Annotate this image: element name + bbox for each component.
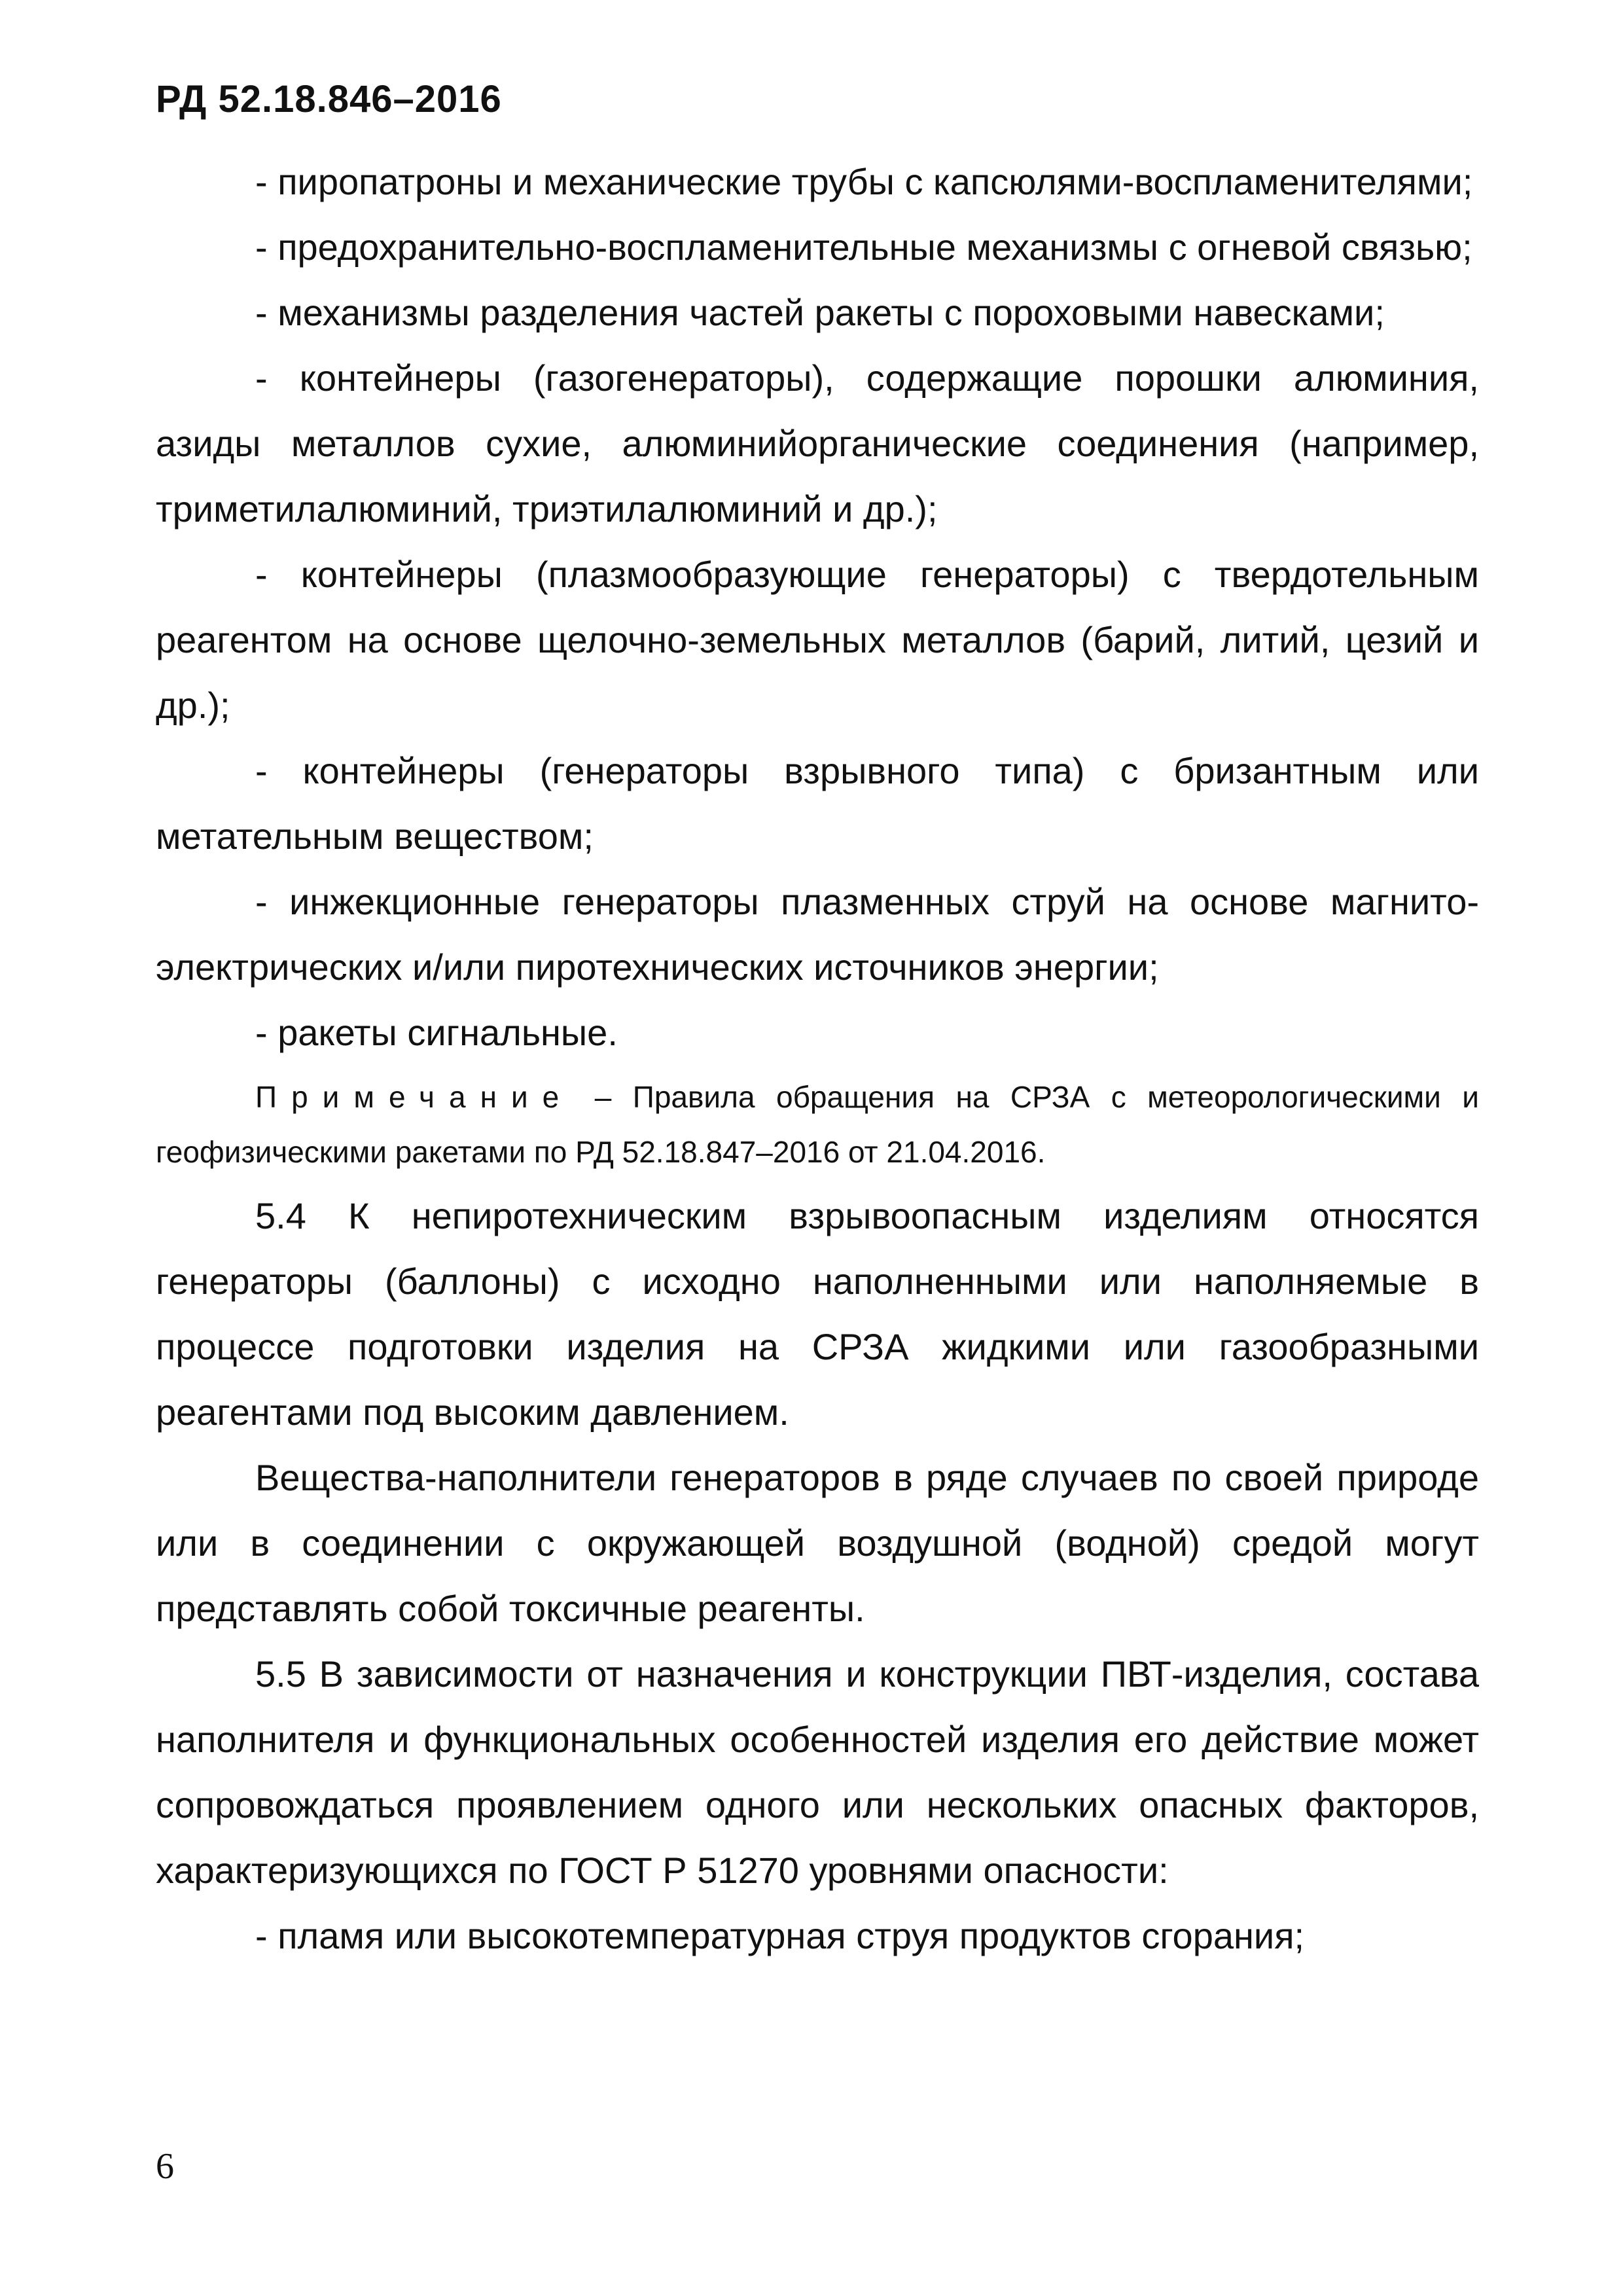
section-number: 5.5	[255, 1653, 306, 1695]
section-5-4	[156, 1183, 1479, 1445]
section-text: К непиротехническим взрывоопасным изделиям относятся генераторы (баллоны) с исходно наполненными или наполняемые в процессе подготовки изделия на СРЗА жидкими или газообразными реагентами под высоким давлением.	[156, 1195, 1479, 1433]
paragraph-fillers: Вещества-наполнители генераторов в ряде случаев по своей природе или в соединении с окружающей воздушной (водной) средой могут представлять собой токсичные реагенты.	[156, 1457, 1479, 1629]
document-body	[156, 149, 1479, 1969]
section-number: 5.4	[255, 1195, 306, 1236]
section-text: В зависимости от назначения и конструкции ПВТ-изделия, состава наполнителя и функциональных особенностей изделия его действие может сопровождаться проявлением одного или нескольких опасных факторов, характеризующихся по ГОСТ Р 51270 уровнями опасности:	[156, 1653, 1479, 1891]
list-item: - предохранительно-воспламенительные механизмы с огневой связью;	[255, 226, 1472, 268]
list-item: - ракеты сигнальные.	[255, 1012, 618, 1053]
list-item: - пиропатроны и механические трубы с капсюлями-воспламенителями;	[255, 161, 1473, 202]
list-item: - инжекционные генераторы плазменных струй на основе магнито-электрических и/или пиротехнических источников энергии;	[156, 881, 1479, 988]
list-item: - механизмы разделения частей ракеты с пороховыми навесками;	[255, 292, 1385, 333]
list-item: - контейнеры (плазмообразующие генераторы) с твердотельным реагентом на основе щелочно-земельных металлов (барий, литий, цезий и др.);	[156, 554, 1479, 726]
note-label: Примечание	[255, 1080, 574, 1114]
note-text: – Правила обращения на СРЗА с метеорологическими и геофизическими ракетами по РД 52.18.847–2016 от 21.04.2016.	[156, 1080, 1479, 1169]
list-item: - контейнеры (генераторы взрывного типа) с бризантным или метательным веществом;	[156, 750, 1479, 857]
note	[156, 1069, 1479, 1179]
list-item: - контейнеры (газогенераторы), содержащие порошки алюминия, азиды металлов сухие, алюминийорганические соединения (например, триметилалюминий, триэтилалюминий и др.);	[156, 357, 1479, 529]
section-5-5	[156, 1641, 1479, 1903]
document-header: РД 52.18.846–2016	[156, 78, 502, 120]
list-item: - пламя или высокотемпературная струя продуктов сгорания;	[255, 1915, 1305, 1956]
page-number: 6	[156, 2146, 174, 2187]
